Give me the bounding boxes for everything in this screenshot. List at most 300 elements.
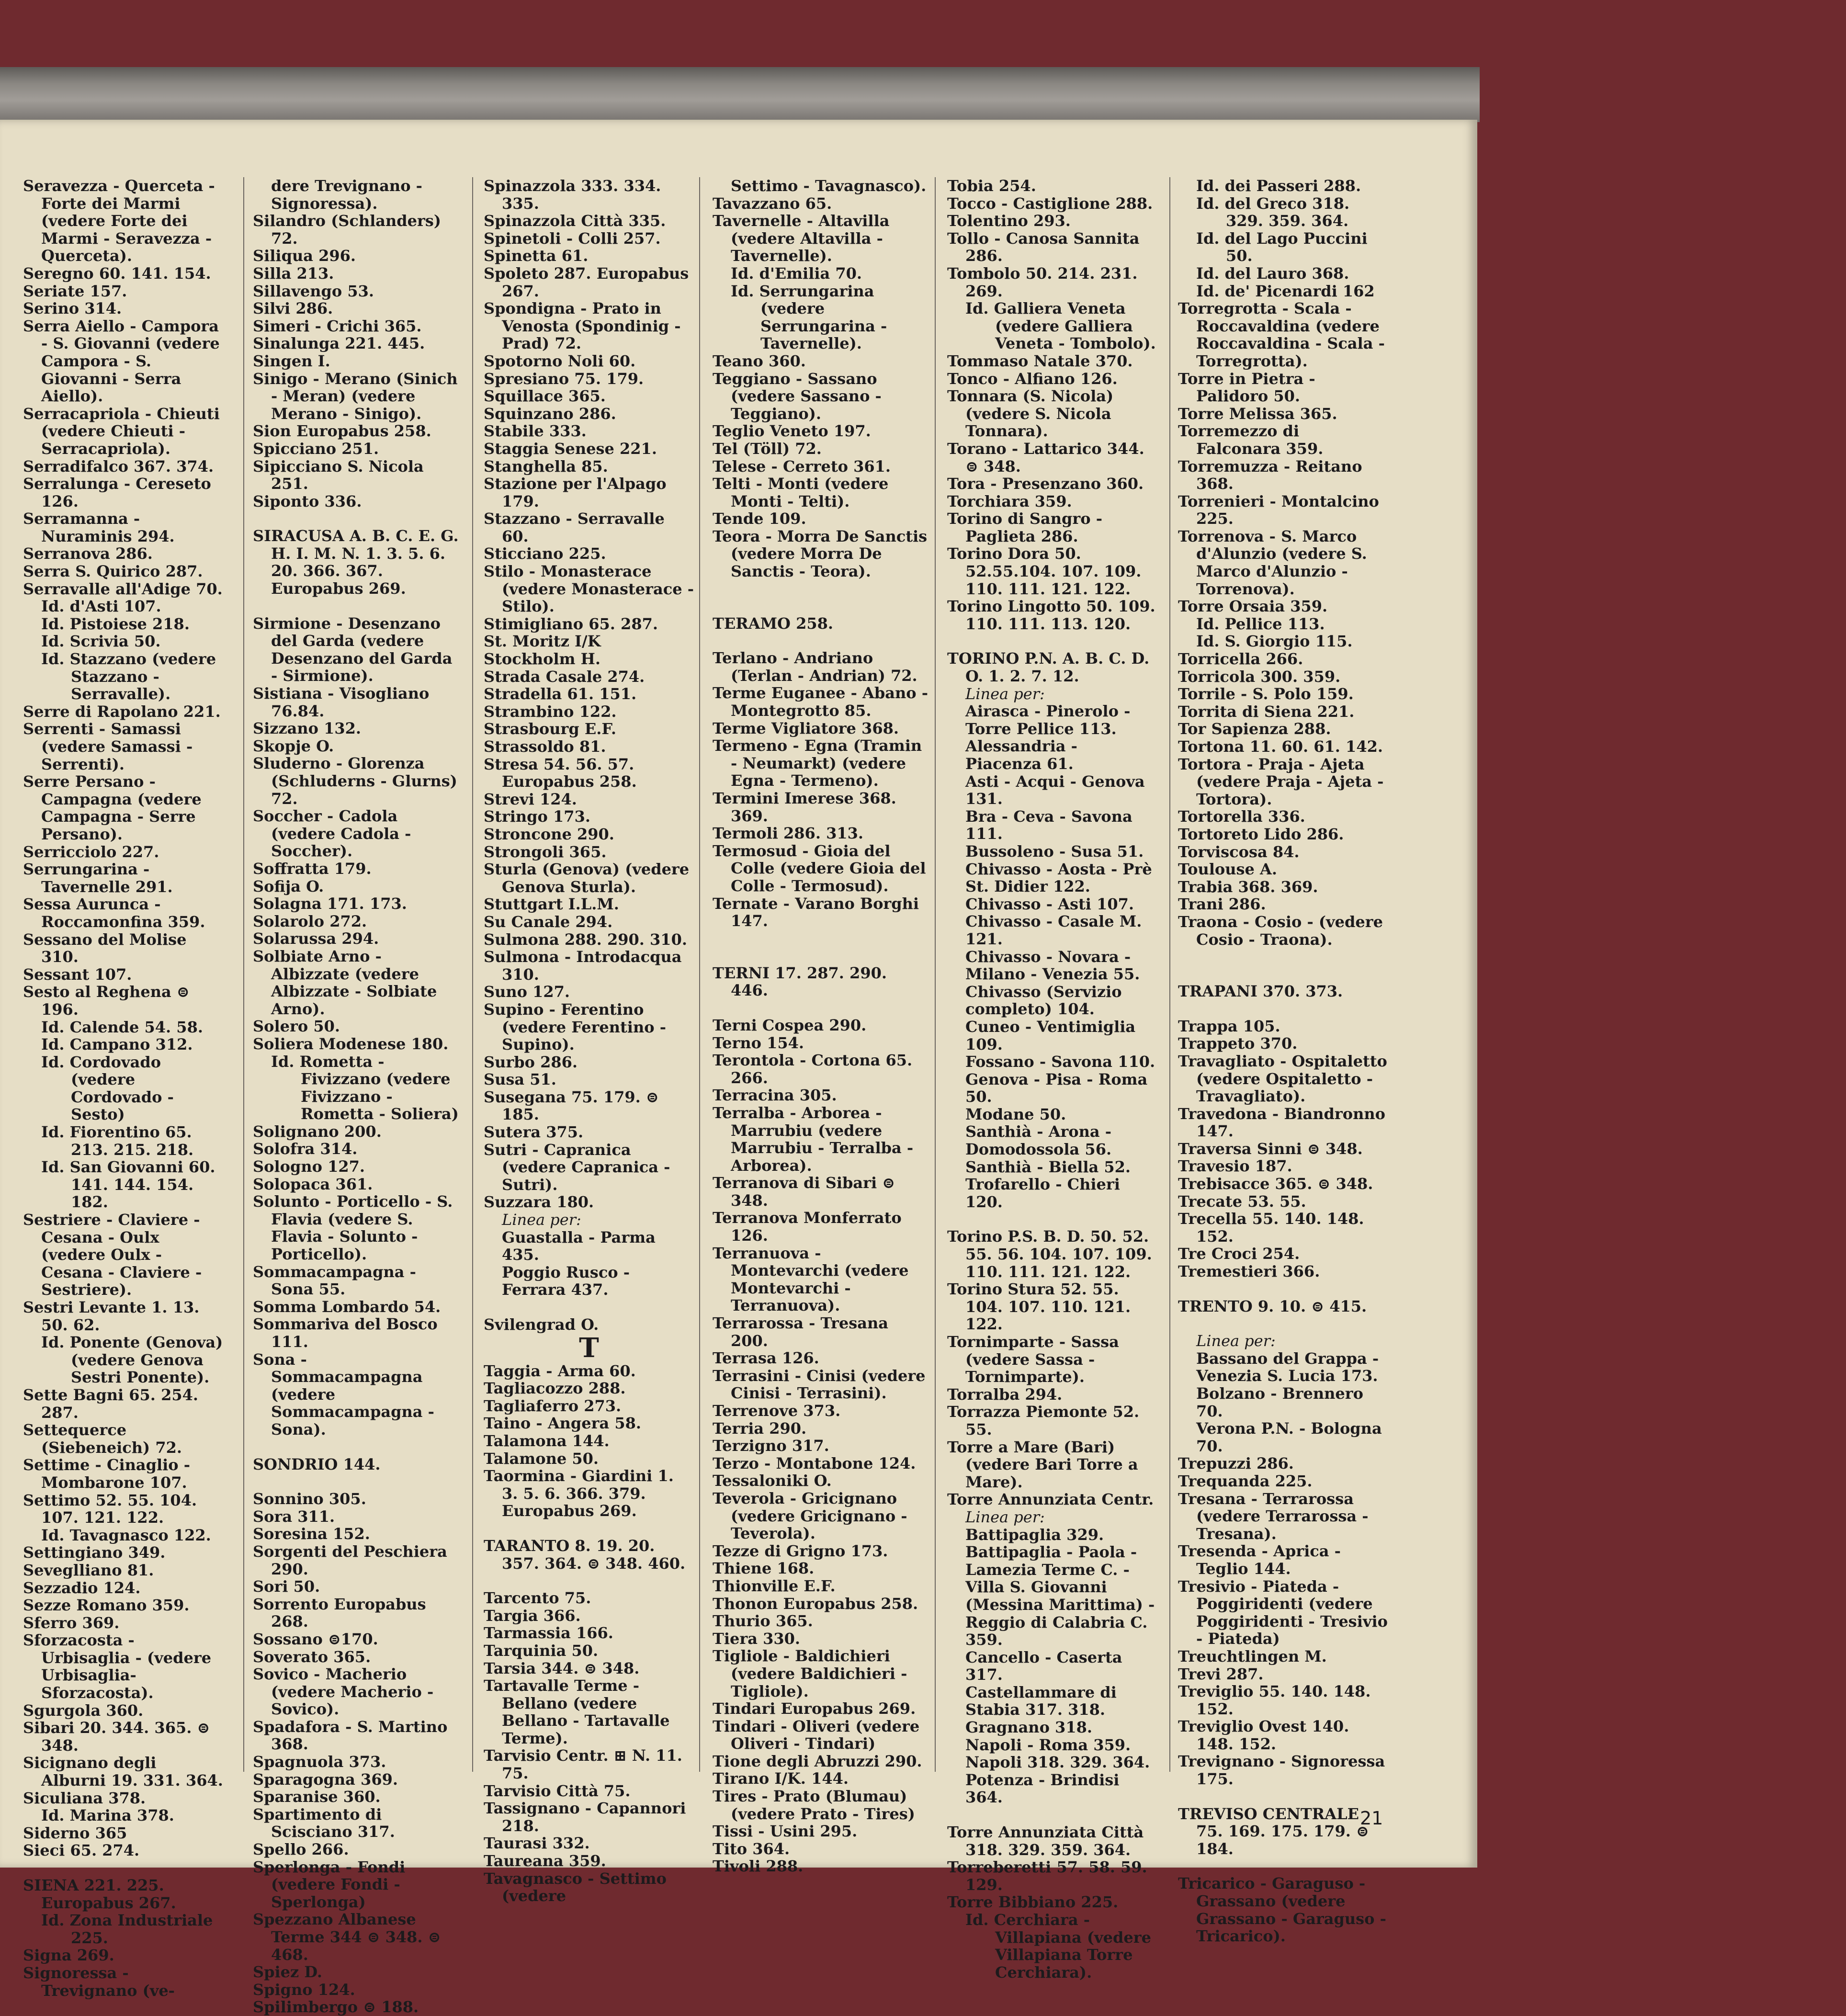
index-entry: Tocco - Castiglione 288. <box>947 194 1153 213</box>
index-entry: Gragnano 318. <box>965 1718 1092 1737</box>
index-entry: Tassignano - Capannori 218. <box>484 1799 686 1835</box>
index-entry: Torremuzza - Reitano 368. <box>1178 457 1362 493</box>
index-entry: Tolentino 293. <box>947 212 1071 230</box>
index-entry: Santhià - Arona - Domodossola 56. <box>965 1122 1112 1159</box>
index-entry: Terno 154. <box>713 1033 804 1052</box>
index-entry: Soffratta 179. <box>253 859 372 878</box>
index-entry: Spinetoli - Colli 257. <box>484 229 661 248</box>
index-entry: Sommacampagna - Sona 55. <box>253 1262 416 1299</box>
index-entry: Telese - Cerreto 361. <box>713 457 891 476</box>
index-entry: Sulmona 288. 290. 310. <box>484 930 687 949</box>
index-entry: Id. del Greco 318. 329. 359. 364. <box>1196 194 1350 230</box>
index-entry: Sette Bagni 65. 254. 287. <box>23 1385 198 1422</box>
index-entry: Seriate 157. <box>23 282 127 300</box>
index-entry: Guastalla - Parma 435. <box>502 1228 656 1264</box>
index-entry: TORINO P.N. A. B. C. D. O. 1. 2. 7. 12. <box>947 649 1150 686</box>
index-entry: Chivasso - Casale M. 121. <box>965 912 1142 948</box>
index-entry: Staggia Senese 221. <box>484 439 657 458</box>
index-entry: Travesio 187. <box>1178 1157 1292 1176</box>
index-entry: Tre Croci 254. <box>1178 1245 1300 1263</box>
index-entry: Settequerce (Siebeneich) 72. <box>23 1421 182 1457</box>
index-entry: Tarcento 75. <box>484 1589 591 1608</box>
index-entry: Taino - Angera 58. <box>484 1414 642 1433</box>
column-2 <box>253 177 464 2016</box>
index-entry: Silvi 286. <box>253 299 333 318</box>
index-entry: Trappeto 370. <box>1178 1034 1298 1053</box>
index-entry: Torino Dora 50. 52.55.104. 107. 109. 110. 111. 121. 122. <box>947 544 1142 598</box>
index-entry: Spicciano 251. <box>253 439 379 458</box>
index-entry: Torrazza Piemonte 52. 55. <box>947 1403 1140 1438</box>
spacer <box>1178 1280 1389 1298</box>
index-entry: Skopje O. <box>253 736 334 755</box>
index-entry: Torano - Lattarico 344. ⊜ 348. <box>947 439 1144 476</box>
index-entry: Trappa 105. <box>1178 1017 1280 1035</box>
index-entry: Tirano I/K. 144. <box>713 1769 849 1788</box>
index-entry: Serra S. Quirico 287. <box>23 562 203 581</box>
index-entry: TREVISO CENTRALE 75. 169. 175. 179. ⊜ 184. <box>1178 1804 1369 1858</box>
index-entry: Sturla (Genova) (vedere Genova Sturla). <box>484 860 690 896</box>
index-entry: Tarsia 344. ⊜ 348. <box>484 1659 640 1677</box>
spacer <box>484 1520 694 1537</box>
index-entry: Verona P.N. - Bologna 70. <box>1196 1419 1382 1455</box>
index-entry: Spartimento di Scisciano 317. <box>253 1805 395 1841</box>
index-entry: Id. Zona Industriale 225. <box>41 1911 213 1947</box>
spacer <box>253 598 464 615</box>
index-entry: Linea per: <box>1196 1332 1276 1350</box>
index-entry: Torremezzo di Falconara 359. <box>1178 422 1324 458</box>
spacer <box>1178 1315 1389 1332</box>
index-entry: Id. d'Emilia 70. <box>731 264 862 283</box>
column-divider <box>699 177 700 1772</box>
index-entry: Serrungarina - Tavernelle 291. <box>23 860 173 896</box>
index-entry: Torino Lingotto 50. 109. 110. 111. 113. 120. <box>947 597 1155 633</box>
spacer <box>713 947 928 964</box>
index-entry: Sgurgola 360. <box>23 1701 144 1720</box>
index-entry: Strada Casale 274. <box>484 667 645 686</box>
index-entry: Susegana 75. 179. ⊜ 185. <box>484 1087 659 1124</box>
index-entry: Tremestieri 366. <box>1178 1262 1320 1281</box>
index-entry: TERAMO 258. <box>713 614 833 633</box>
index-entry: Teverola - Gricignano (vedere Gricignano - Teverola). <box>713 1489 907 1543</box>
index-entry: Taggia - Arma 60. <box>484 1361 636 1380</box>
column-divider <box>935 177 936 1772</box>
index-entry: Solofra 314. <box>253 1140 358 1158</box>
index-entry: Bassano del Grappa - Venezia S. Lucia 173. <box>1196 1349 1379 1385</box>
spacer <box>1178 1788 1389 1805</box>
index-entry: Chivasso - Aosta - Prè St. Didier 122. <box>965 860 1152 896</box>
index-entry: Stockholm H. <box>484 650 601 668</box>
index-entry: Tonnara (S. Nicola) (vedere S. Nicola Tonnara). <box>947 387 1114 441</box>
index-entry: Sutera 375. <box>484 1123 584 1142</box>
index-entry: Id. S. Giorgio 115. <box>1196 632 1353 651</box>
index-entry: Torre Bibbiano 225. <box>947 1893 1119 1912</box>
index-entry: Tornimparte - Sassa (vedere Sassa - Tornimparte). <box>947 1333 1119 1386</box>
index-entry: Sezzadio 124. <box>23 1578 141 1597</box>
index-entry: Spagnuola 373. <box>253 1753 386 1771</box>
index-entry: Id. Pistoiese 218. <box>41 614 190 633</box>
index-entry: Torricola 300. 359. <box>1178 667 1341 686</box>
index-entry: Id. Pellice 113. <box>1196 614 1325 633</box>
index-entry: Siliqua 296. <box>253 247 356 265</box>
spacer <box>253 1438 464 1456</box>
index-entry: Tissi - Usini 295. <box>713 1822 858 1841</box>
index-entry: Tollo - Canosa Sannita 286. <box>947 229 1140 265</box>
index-entry: Toulouse A. <box>1178 860 1277 879</box>
column-5 <box>947 177 1158 1981</box>
spacer <box>713 580 928 598</box>
index-entry: Trepuzzi 286. <box>1178 1454 1294 1473</box>
index-entry: Torricella 266. <box>1178 650 1303 668</box>
index-entry: Sommariva del Bosco 111. <box>253 1315 438 1351</box>
index-entry: Stradella 61. 151. <box>484 685 637 703</box>
index-entry: Cancello - Caserta 317. <box>965 1648 1122 1684</box>
index-entry: Sinalunga 221. 445. <box>253 334 425 353</box>
index-entry: Id. Rometta - Fivizzano (vedere Fivizzano - Rometta - Soliera) <box>271 1052 459 1123</box>
index-entry: Tarvisio Centr. ⊞ N. 11. 75. <box>484 1746 682 1783</box>
index-entry: Torregrotta - Scala - Roccavaldina (vedere Roccavaldina - Scala - Torregrotta). <box>1178 299 1385 370</box>
index-entry: Id. Campano 312. <box>41 1035 193 1054</box>
index-entry: Serravalle all'Adige 70. <box>23 579 223 598</box>
index-entry: Spilimbergo ⊜ 188. <box>253 1998 419 2016</box>
index-entry: Battipaglia - Paola - Lamezia Terme C. - Villa S. Giovanni (Messina Marittima) - Reggio di Calabria C. 359. <box>965 1543 1155 1649</box>
index-entry: Id. d'Asti 107. <box>41 597 161 616</box>
index-entry: Tel (Töll) 72. <box>713 439 822 458</box>
index-entry: Chivasso - Novara - Milano - Venezia 55. <box>965 947 1140 984</box>
index-entry: Serrenti - Samassi (vedere Samassi - Serrenti). <box>23 720 193 773</box>
index-entry: Sparanise 360. <box>253 1788 381 1806</box>
index-entry: Trevi 287. <box>1178 1665 1264 1683</box>
spacer <box>253 510 464 527</box>
index-entry: Traona - Cosio - (vedere Cosio - Traona). <box>1178 912 1383 949</box>
column-1 <box>23 177 224 1999</box>
index-entry: Teano 360. <box>713 351 806 370</box>
index-entry: Singen I. <box>253 351 330 370</box>
index-entry: Cuneo - Ventimiglia 109. <box>965 1017 1136 1053</box>
index-entry: Targia 366. <box>484 1606 581 1625</box>
index-entry: Spoleto 287. Europabus 267. <box>484 264 689 300</box>
index-entry: Teora - Morra De Sanctis (vedere Morra De Sanctis - Teora). <box>713 527 928 581</box>
index-entry: Terme Euganee - Abano - Montegrotto 85. <box>713 684 928 720</box>
index-entry: Torre a Mare (Bari) (vedere Bari Torre a Mare). <box>947 1438 1138 1491</box>
index-entry: Airasca - Pinerolo - Torre Pellice 113. <box>965 702 1131 738</box>
index-entry: Stringo 173. <box>484 807 590 826</box>
index-entry: Spinetta 61. <box>484 247 589 265</box>
index-entry: Silla 213. <box>253 264 334 283</box>
index-entry: Suno 127. <box>484 983 570 1001</box>
index-entry: Terlano - Andriano (Terlan - Andrian) 72. <box>713 649 917 685</box>
column-divider <box>472 177 473 1772</box>
spacer <box>253 1473 464 1490</box>
index-entry: Torre Orsaia 359. <box>1178 597 1328 616</box>
index-entry: Treuchtlingen M. <box>1178 1647 1327 1665</box>
index-entry: Sirmione - Desenzano del Garda (vedere Desenzano del Garda - Sirmione). <box>253 614 453 685</box>
index-entry: Tavagnasco - Settimo (vedere <box>484 1869 667 1905</box>
index-entry: Tagliaferro 273. <box>484 1396 622 1415</box>
spacer <box>484 1299 694 1316</box>
index-entry: Bussoleno - Susa 51. <box>965 842 1144 861</box>
index-entry: Stimigliano 65. 287. <box>484 614 658 633</box>
index-entry: Siderno 365 <box>23 1823 127 1842</box>
index-entry: Terracina 305. <box>713 1086 837 1105</box>
index-entry: Trofarello - Chieri 120. <box>965 1175 1120 1211</box>
index-entry: Strevi 124. <box>484 790 577 808</box>
index-entry: Sillavengo 53. <box>253 282 374 300</box>
index-entry: Tresana - Terrarossa (vedere Terrarossa - Tresana). <box>1178 1489 1369 1543</box>
index-entry: Id. del Lauro 368. <box>1196 264 1349 283</box>
index-entry: Sezze Romano 359. <box>23 1596 190 1615</box>
index-entry: Thionville E.F. <box>713 1576 836 1595</box>
index-entry: Tende 109. <box>713 510 806 528</box>
index-entry: Trecate 53. 55. <box>1178 1192 1306 1211</box>
index-entry: Telti - Monti (vedere Monti - Telti). <box>713 475 889 510</box>
index-entry: Sonnino 305. <box>253 1490 366 1508</box>
index-entry: Modane 50. <box>965 1105 1066 1123</box>
index-entry: Somma Lombardo 54. <box>253 1297 441 1316</box>
index-entry: Traversa Sinni ⊜ 348. <box>1178 1139 1363 1158</box>
index-entry: Tindari Europabus 269. <box>713 1699 916 1718</box>
column-4 <box>713 177 928 1875</box>
index-entry: Id. Stazzano (vedere Stazzano - Serravalle). <box>41 650 216 703</box>
index-entry: Sovico - Macherio (vedere Macherio - Sovico). <box>253 1665 434 1719</box>
index-entry: Squillace 365. <box>484 387 606 406</box>
index-entry: Santhià - Biella 52. <box>965 1157 1131 1176</box>
index-entry: Tobia 254. <box>947 177 1036 195</box>
index-entry: Chivasso - Asti 107. <box>965 895 1134 913</box>
index-entry: Torino P.S. B. D. 50. 52. 55. 56. 104. 107. 109. 110. 111. 121. 122. <box>947 1227 1152 1281</box>
index-entry: Terria 290. <box>713 1419 807 1438</box>
index-entry: TARANTO 8. 19. 20. 357. 364. ⊜ 348. 460. <box>484 1536 686 1573</box>
index-entry: Sologno 127. <box>253 1157 365 1176</box>
spacer <box>947 633 1158 650</box>
index-entry: TERNI 17. 287. 290. 446. <box>713 963 887 1000</box>
index-entry: Sizzano 132. <box>253 719 362 738</box>
index-entry: Napoli - Roma 359. <box>965 1735 1131 1754</box>
index-entry: Settimo - Tavagnasco). <box>731 177 927 195</box>
index-entry: Chivasso (Servizio completo) 104. <box>965 982 1122 1019</box>
index-entry: Tor Sapienza 288. <box>1178 720 1331 738</box>
index-entry: Id. dei Passeri 288. <box>1196 177 1361 195</box>
index-entry: Stazzano - Serravalle 60. <box>484 510 665 545</box>
index-entry: Termoli 286. 313. <box>713 824 864 843</box>
index-page <box>0 120 1477 2016</box>
index-entry: Terzo - Montabone 124. <box>713 1454 916 1472</box>
index-entry: Id. Cerchiara - Villapiana (vedere Villapiana Torre Cerchiara). <box>965 1911 1151 1982</box>
index-entry: Linea per: <box>965 684 1045 703</box>
index-entry: Spinazzola Città 335. <box>484 212 666 230</box>
index-entry: Serre di Rapolano 221. <box>23 702 221 721</box>
index-entry: Torrenieri - Montalcino 225. <box>1178 492 1379 528</box>
index-entry: Talamone 50. <box>484 1449 599 1468</box>
index-entry: Bolzano - Brennero 70. <box>1196 1384 1363 1420</box>
index-entry: Trabia 368. 369. <box>1178 877 1318 896</box>
index-entry: Travagliato - Ospitaletto (vedere Ospitaletto - Travagliato). <box>1178 1052 1387 1106</box>
spacer <box>1178 948 1389 965</box>
spacer <box>484 1572 694 1589</box>
index-entry: Sessano del Molise 310. <box>23 930 187 966</box>
index-entry: Alessandria - Piacenza 61. <box>965 737 1077 773</box>
index-entry: Solignano 200. <box>253 1122 382 1141</box>
index-entry: Seregno 60. 141. 154. <box>23 264 211 283</box>
index-entry: Solagna 171. 173. <box>253 895 407 913</box>
index-entry: Sion Europabus 258. <box>253 422 431 441</box>
index-entry: Soresina 152. <box>253 1525 370 1543</box>
index-entry: SIRACUSA A. B. C. E. G. H. I. M. N. 1. 3. 5. 6. 20. 366. 367. Europabus 269. <box>253 527 459 598</box>
index-entry: Silandro (Schlanders) 72. <box>253 212 442 248</box>
index-entry: Suzzara 180. <box>484 1193 594 1212</box>
index-entry: Treviglio Ovest 140. 148. 152. <box>1178 1717 1349 1753</box>
index-entry: Strambino 122. <box>484 702 617 721</box>
index-entry: Tonco - Alfiano 126. <box>947 369 1118 388</box>
index-entry: TRENTO 9. 10. ⊜ 415. <box>1178 1297 1367 1315</box>
index-entry: Treviglio 55. 140. 148. 152. <box>1178 1682 1371 1718</box>
index-entry: Stroncone 290. <box>484 825 614 843</box>
index-entry: Siponto 336. <box>253 492 362 510</box>
index-entry: Tezze di Grigno 173. <box>713 1541 888 1560</box>
index-entry: Trevignano - Signoressa 175. <box>1178 1752 1385 1789</box>
spacer <box>1178 965 1389 983</box>
index-entry: Thurio 365. <box>713 1612 813 1631</box>
column-divider <box>1169 177 1170 1772</box>
index-entry: TRAPANI 370. 373. <box>1178 982 1343 1001</box>
index-entry: Soverato 365. <box>253 1647 371 1666</box>
index-entry: Bra - Ceva - Savona 111. <box>965 807 1133 843</box>
index-entry: Sulmona - Introdacqua 310. <box>484 948 682 984</box>
index-entry: Serralunga - Cereseto 126. <box>23 475 211 510</box>
index-entry: Signoressa - Trevignano (ve- <box>23 1963 175 2000</box>
index-entry: Tommaso Natale 370. <box>947 351 1133 370</box>
index-entry: Genova - Pisa - Roma 50. <box>965 1070 1148 1106</box>
index-entry: Spadafora - S. Martino 368. <box>253 1717 448 1754</box>
index-entry: Stanghella 85. <box>484 457 608 476</box>
index-entry: Terzigno 317. <box>713 1437 829 1455</box>
index-entry: Termini Imerese 368. 369. <box>713 789 896 825</box>
index-entry: Surbo 286. <box>484 1053 578 1071</box>
spacer <box>713 632 928 649</box>
page-edge <box>0 67 1480 122</box>
index-entry: Id. Galliera Veneta (vedere Galliera Veneta - Tombolo). <box>965 299 1156 353</box>
index-entry: Thonon Europabus 258. <box>713 1594 918 1613</box>
spacer <box>713 930 928 947</box>
index-entry: Sesto al Reghena ⊜ 196. <box>23 983 190 1019</box>
column-6 <box>1178 177 1389 1945</box>
index-entry: Torrenova - S. Marco d'Alunzio (vedere S. Marco d'Alunzio - Torrenova). <box>1178 527 1367 598</box>
index-entry: Potenza - Brindisi 364. <box>965 1770 1120 1807</box>
index-entry: Sparagogna 369. <box>253 1770 398 1789</box>
index-entry: Id. Ponente (Genova) (vedere Genova Sestri Ponente). <box>41 1333 223 1387</box>
index-entry: Sutri - Capranica (vedere Capranica - Sutri). <box>484 1140 670 1194</box>
index-entry: Soliera Modenese 180. <box>253 1034 449 1053</box>
index-entry: Tresenda - Aprica - Teglio 144. <box>1178 1542 1341 1578</box>
index-entry: Trecella 55. 140. 148. 152. <box>1178 1210 1364 1246</box>
index-entry: Sora 311. <box>253 1507 335 1526</box>
index-entry: Tresivio - Piateda - Poggiridenti (vedere Poggiridenti - Tresivio - Piateda) <box>1178 1577 1388 1648</box>
index-entry: Spinazzola 333. 334. 335. <box>484 177 661 213</box>
index-entry: Seravezza - Querceta - Forte dei Marmi (vedere Forte dei Marmi - Seravezza - Querceta). <box>23 177 215 265</box>
section-letter: T <box>579 1332 599 1364</box>
index-entry: Napoli 318. 329. 364. <box>965 1753 1150 1772</box>
column-3 <box>484 177 694 1905</box>
index-entry: Tagliacozzo 288. <box>484 1379 626 1398</box>
spacer <box>1178 1857 1389 1875</box>
index-entry: Sibari 20. 344. 365. ⊜ 348. <box>23 1719 210 1755</box>
index-entry: Spezzano Albanese Terme 344 ⊜ 348. ⊜ 468. <box>253 1910 441 1964</box>
index-entry: Tiera 330. <box>713 1629 800 1648</box>
index-entry: Tito 364. <box>713 1839 790 1858</box>
index-entry: Solunto - Porticello - S. Flavia (vedere S. Flavia - Solunto - Porticello). <box>253 1192 453 1264</box>
index-entry: Spigno 124. <box>253 1980 355 1999</box>
index-entry: Poggio Rusco - Ferrara 437. <box>502 1263 630 1299</box>
index-entry: Id. Cordovado (vedere Cordovado - Sesto) <box>41 1053 174 1124</box>
index-entry: Torino di Sangro - Paglieta 286. <box>947 510 1103 545</box>
index-entry: Strassoldo 81. <box>484 737 606 756</box>
index-entry: Torviscosa 84. <box>1178 842 1300 861</box>
index-entry: Settingiano 349. <box>23 1543 166 1562</box>
index-entry: Strongoli 365. <box>484 842 607 861</box>
index-entry: Sessa Aurunca - Roccamonfina 359. <box>23 895 205 931</box>
index-entry: Tavernelle - Altavilla (vedere Altavilla - Tavernelle). <box>713 212 890 265</box>
index-entry: Torre in Pietra - Palidoro 50. <box>1178 369 1315 406</box>
index-entry: SONDRIO 144. <box>253 1455 381 1473</box>
index-entry: Torino Stura 52. 55. 104. 107. 110. 121. 122. <box>947 1280 1131 1334</box>
index-entry: Tarquinia 50. <box>484 1641 599 1660</box>
index-entry: Terranuova - Montevarchi (vedere Montevarchi - Terranuova). <box>713 1244 909 1315</box>
index-entry: Solopaca 361. <box>253 1175 373 1193</box>
index-entry: Tigliole - Baldichieri (vedere Baldichieri - Tigliole). <box>713 1647 907 1700</box>
index-entry: Tindari - Oliveri (vedere Oliveri - Tindari) <box>713 1717 920 1753</box>
index-entry: Su Canale 294. <box>484 912 613 931</box>
index-entry: Terrasini - Cinisi (vedere Cinisi - Terrasini). <box>713 1366 926 1403</box>
index-entry: Serra Aiello - Campora - S. Giovanni (vedere Campora - S. Giovanni - Serra Aiello). <box>23 317 220 406</box>
index-entry: Spello 266. <box>253 1840 349 1859</box>
index-entry: Tivoli 288. <box>713 1857 804 1876</box>
index-entry: Torrile - S. Polo 159. <box>1178 685 1354 703</box>
index-entry: Battipaglia 329. <box>965 1525 1104 1544</box>
index-entry: Terralba - Arborea - Marrubiu (vedere Marrubiu - Terralba - Arborea). <box>713 1103 914 1175</box>
index-entry: Sperlonga - Fondi (vedere Fondi - Sperlonga) <box>253 1857 406 1911</box>
index-entry: Tora - Presenzano 360. <box>947 475 1144 493</box>
index-entry: Tessaloniki O. <box>713 1472 832 1490</box>
index-entry: Torre Annunziata Centr. <box>947 1490 1154 1509</box>
index-entry: Id. San Giovanni 60. 141. 144. 154. 182. <box>41 1158 215 1212</box>
index-entry: Spotorno Noli 60. <box>484 351 636 370</box>
index-entry: Tortora - Praja - Ajeta (vedere Praja - Ajeta - Tortora). <box>1178 755 1384 808</box>
index-entry: Trebisacce 365. ⊜ 348. <box>1178 1175 1373 1193</box>
index-entry: dere Trevignano - Signoressa). <box>271 177 422 213</box>
index-entry: Serranova 286. <box>23 544 153 563</box>
index-entry: Supino - Ferentino (vedere Ferentino - Supino). <box>484 1000 666 1054</box>
index-entry: Linea per: <box>502 1211 581 1229</box>
index-entry: Susa 51. <box>484 1070 556 1089</box>
index-entry: Tarvisio Città 75. <box>484 1781 631 1800</box>
index-entry: Torre Annunziata Città 318. 329. 359. 364. <box>947 1823 1144 1859</box>
index-entry: Tione degli Abruzzi 290. <box>713 1752 922 1770</box>
index-entry: Solarolo 272. <box>253 912 367 930</box>
spacer <box>713 999 928 1017</box>
index-entry: Stresa 54. 56. 57. Europabus 258. <box>484 755 637 791</box>
index-entry: Solarussa 294. <box>253 929 379 948</box>
spacer <box>947 1806 1158 1823</box>
index-entry: Terranova Monferrato 126. <box>713 1209 902 1245</box>
index-entry: St. Moritz I/K <box>484 632 601 651</box>
index-entry: Terrarossa - Tresana 200. <box>713 1314 888 1350</box>
index-entry: Sipicciano S. Nicola 251. <box>253 457 424 493</box>
index-entry: SIENA 221. 225. Europabus 267. <box>23 1876 176 1912</box>
index-entry: Sluderno - Glorenza (Schluderns - Glurns) 72. <box>253 754 457 808</box>
index-entry: Solero 50. <box>253 1017 340 1036</box>
index-entry: Asti - Acqui - Genova 131. <box>965 772 1145 808</box>
index-entry: Sieci 65. 274. <box>23 1841 140 1860</box>
index-entry: Sistiana - Visogliano 76.84. <box>253 684 430 720</box>
